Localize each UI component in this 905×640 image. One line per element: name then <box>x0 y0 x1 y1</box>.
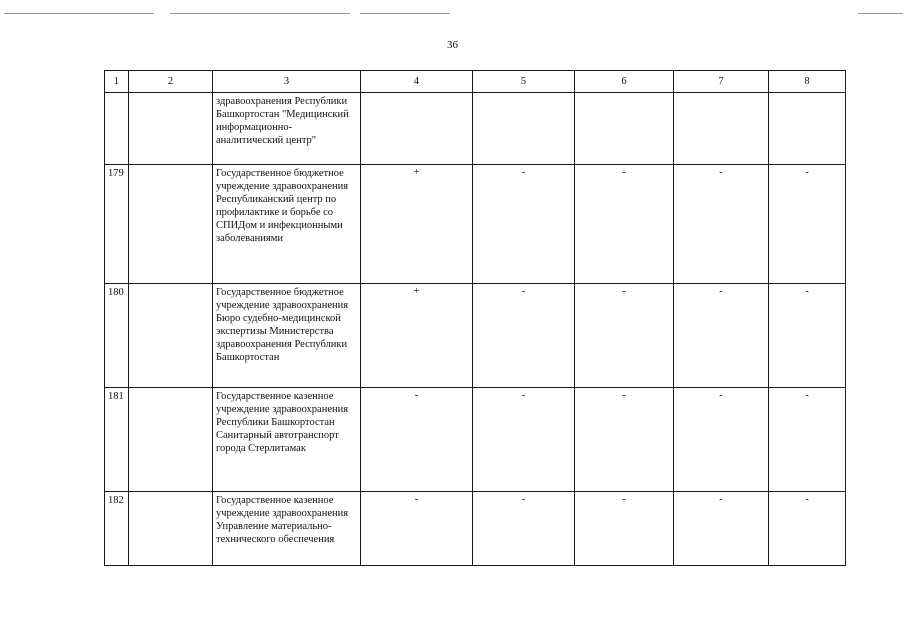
row-mark: - <box>674 388 769 492</box>
table-row <box>105 93 846 165</box>
institution-name: здравоохранения Республики Башкортостан "Медицинский информационно-аналитический центр" <box>213 93 361 165</box>
column-header: 2 <box>129 71 213 93</box>
row-col2 <box>129 388 213 492</box>
row-mark: - <box>769 284 846 388</box>
row-col2 <box>129 165 213 284</box>
table-row <box>105 165 846 284</box>
column-header: 7 <box>674 71 769 93</box>
institution-name: Государственное казенное учреждение здравоохранения Республики Башкортостан Санитарный автотранспорт города Стерлитамак <box>213 388 361 492</box>
page-number: 36 <box>447 39 458 51</box>
row-mark: - <box>473 388 575 492</box>
institution-name: Государственное бюджетное учреждение здравоохранения Бюро судебно-медицинской экспертизы Министерства здравоохранения Республики Башкортостан <box>213 284 361 388</box>
column-header: 3 <box>213 71 361 93</box>
row-number: 179 <box>105 165 129 284</box>
row-col2 <box>129 492 213 566</box>
scan-rule <box>360 13 450 14</box>
row-mark: + <box>361 165 473 284</box>
row-mark: - <box>674 284 769 388</box>
row-mark: - <box>674 492 769 566</box>
row-mark: - <box>473 492 575 566</box>
table-row <box>105 492 846 566</box>
row-mark: - <box>575 492 674 566</box>
row-col2 <box>129 284 213 388</box>
column-header: 6 <box>575 71 674 93</box>
row-mark: - <box>674 165 769 284</box>
row-number <box>105 93 129 165</box>
row-mark <box>769 93 846 165</box>
row-mark: - <box>575 388 674 492</box>
table-header-row <box>105 71 846 93</box>
row-mark: + <box>361 284 473 388</box>
row-mark <box>361 93 473 165</box>
column-header: 1 <box>105 71 129 93</box>
row-mark: - <box>361 388 473 492</box>
table-row <box>105 388 846 492</box>
row-mark: - <box>769 165 846 284</box>
scan-rule <box>858 13 903 14</box>
institution-name: Государственное казенное учреждение здравоохранения Управление материально-технического обеспечения <box>213 492 361 566</box>
institution-name: Государственное бюджетное учреждение здравоохранения Республиканский центр по профилактике и борьбе со СПИДом и инфекционными заболеваниями <box>213 165 361 284</box>
row-mark: - <box>769 388 846 492</box>
row-mark: - <box>575 165 674 284</box>
scan-rule <box>170 13 350 14</box>
column-header: 5 <box>473 71 575 93</box>
row-number: 182 <box>105 492 129 566</box>
column-header: 8 <box>769 71 846 93</box>
column-header: 4 <box>361 71 473 93</box>
row-mark: - <box>473 284 575 388</box>
row-mark: - <box>473 165 575 284</box>
row-col2 <box>129 93 213 165</box>
row-mark: - <box>361 492 473 566</box>
table-row <box>105 284 846 388</box>
row-mark: - <box>769 492 846 566</box>
row-mark <box>674 93 769 165</box>
row-mark <box>575 93 674 165</box>
row-mark <box>473 93 575 165</box>
institutions-table <box>104 70 846 566</box>
row-number: 180 <box>105 284 129 388</box>
row-mark: - <box>575 284 674 388</box>
scan-rule <box>4 13 154 14</box>
row-number: 181 <box>105 388 129 492</box>
